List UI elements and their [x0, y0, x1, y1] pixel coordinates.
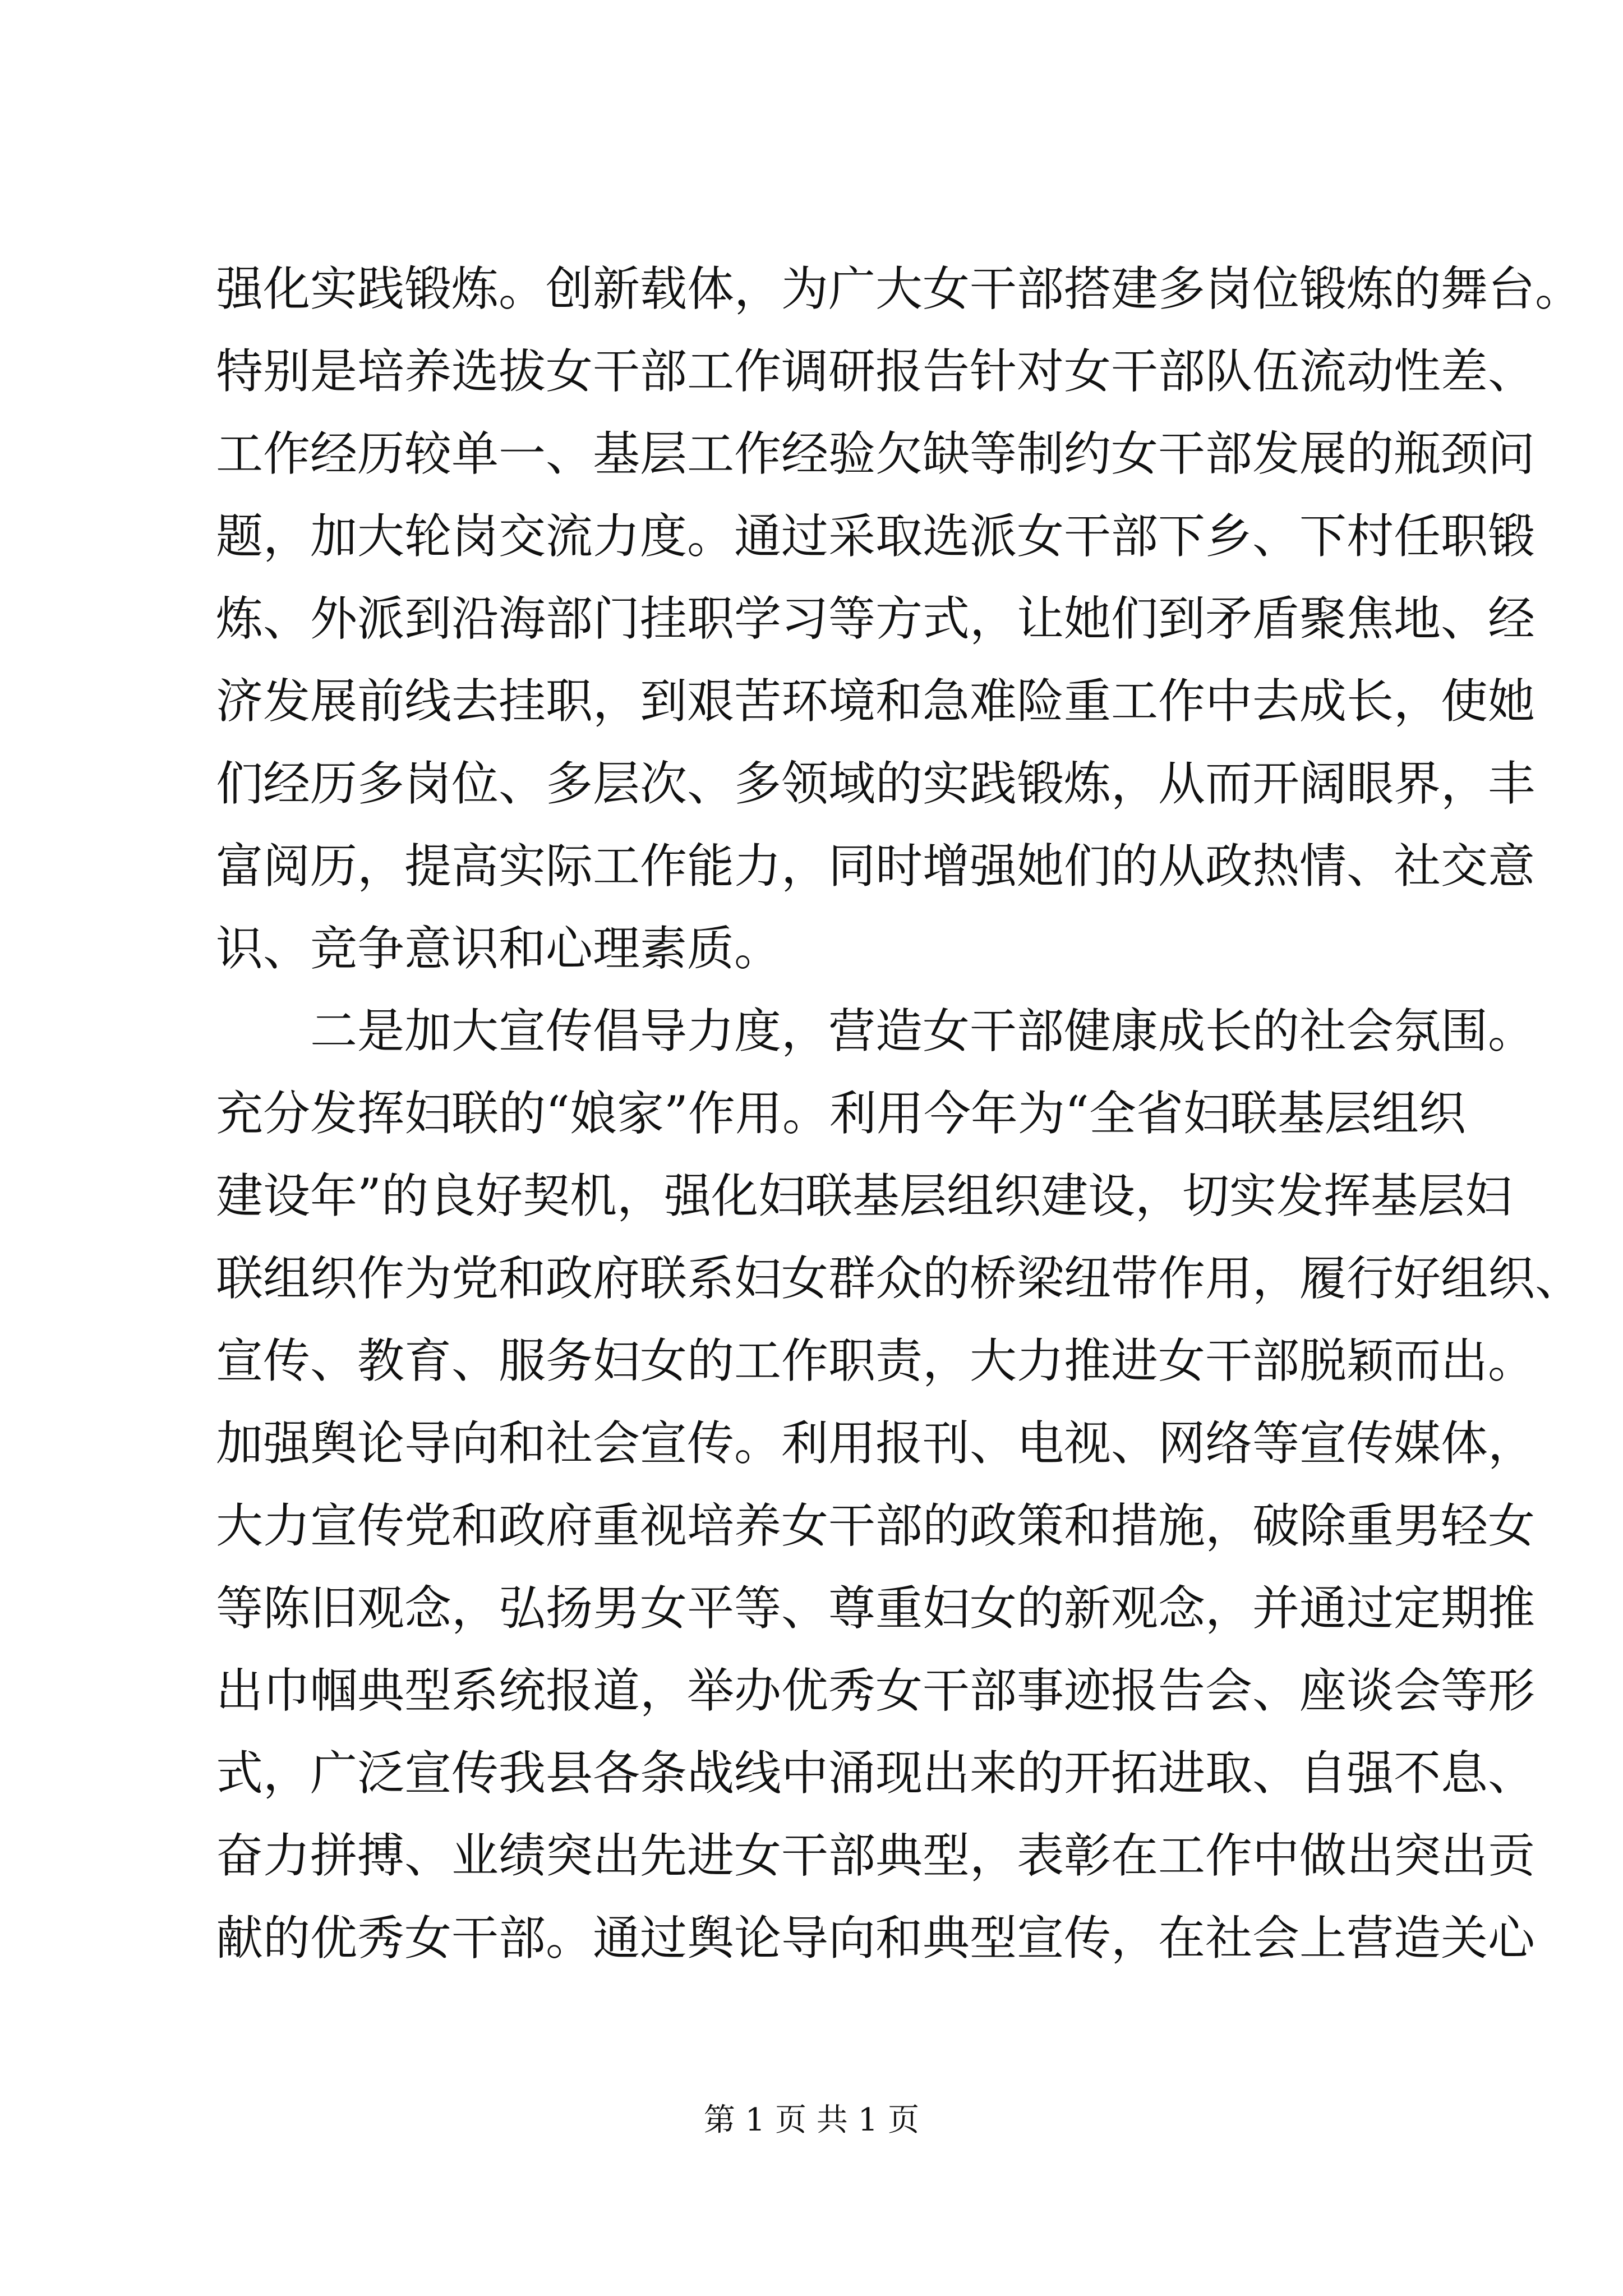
page-footer: 第 1 页 共 1 页 — [703, 2102, 920, 2138]
text-line: 献的优秀女干部。通过舆论导向和典型宣传，在社会上营造关心 — [216, 1911, 1536, 1966]
text-line: 出巾帼典型系统报道，举办优秀女干部事迹报告会、座谈会等形 — [216, 1663, 1536, 1718]
text-line: 们经历多岗位、多层次、多领域的实践锻炼，从而开阔眼界，丰 — [216, 756, 1536, 811]
text-line: 识、竞争意识和心理素质。 — [216, 921, 782, 976]
text-line: 富阅历，提高实际工作能力，同时增强她们的从政热情、社交意 — [216, 839, 1536, 894]
text-line: 工作经历较单一、基层工作经验欠缺等制约女干部发展的瓶颈问 — [216, 426, 1536, 481]
text-line: 宣传、教育、服务妇女的工作职责，大力推进女干部脱颖而出。 — [216, 1333, 1536, 1388]
text-line: 式，广泛宣传我县各条战线中涌现出来的开拓进取、自强不息、 — [216, 1746, 1536, 1801]
text-line: 等陈旧观念，弘扬男女平等、尊重妇女的新观念，并通过定期推 — [216, 1581, 1536, 1636]
text-line: 加强舆论导向和社会宣传。利用报刊、电视、网络等宣传媒体， — [216, 1416, 1536, 1471]
text-line: 充分发挥妇联的“娘家”作用。利用今年为“全省妇联基层组织 — [216, 1086, 1466, 1141]
paragraph-heading: 二是加大宣传倡导力度，营造女干部健康成长的社会氛围。 — [310, 1004, 1536, 1059]
text-line: 济发展前线去挂职，到艰苦环境和急难险重工作中去成长，使她 — [216, 674, 1536, 729]
text-line: 联组织作为党和政府联系妇女群众的桥梁纽带作用，履行好组织、 — [216, 1251, 1583, 1306]
text-line: 炼、外派到沿海部门挂职学习等方式，让她们到矛盾聚焦地、经 — [216, 591, 1536, 646]
text-line: 奋力拼搏、业绩突出先进女干部典型，表彰在工作中做出突出贡 — [216, 1828, 1536, 1883]
text-line: 题，加大轮岗交流力度。通过采取选派女干部下乡、下村任职锻 — [216, 509, 1536, 564]
text-line: 大力宣传党和政府重视培养女干部的政策和措施，破除重男轻女 — [216, 1498, 1536, 1553]
text-line: 特别是培养选拔女干部工作调研报告针对女干部队伍流动性差、 — [216, 344, 1536, 399]
text-line: 建设年”的良好契机，强化妇联基层组织建设，切实发挥基层妇 — [216, 1168, 1512, 1223]
text-line: 强化实践锻炼。创新载体，为广大女干部搭建多岗位锻炼的舞台。 — [216, 261, 1583, 316]
document-body — [216, 248, 1583, 1980]
